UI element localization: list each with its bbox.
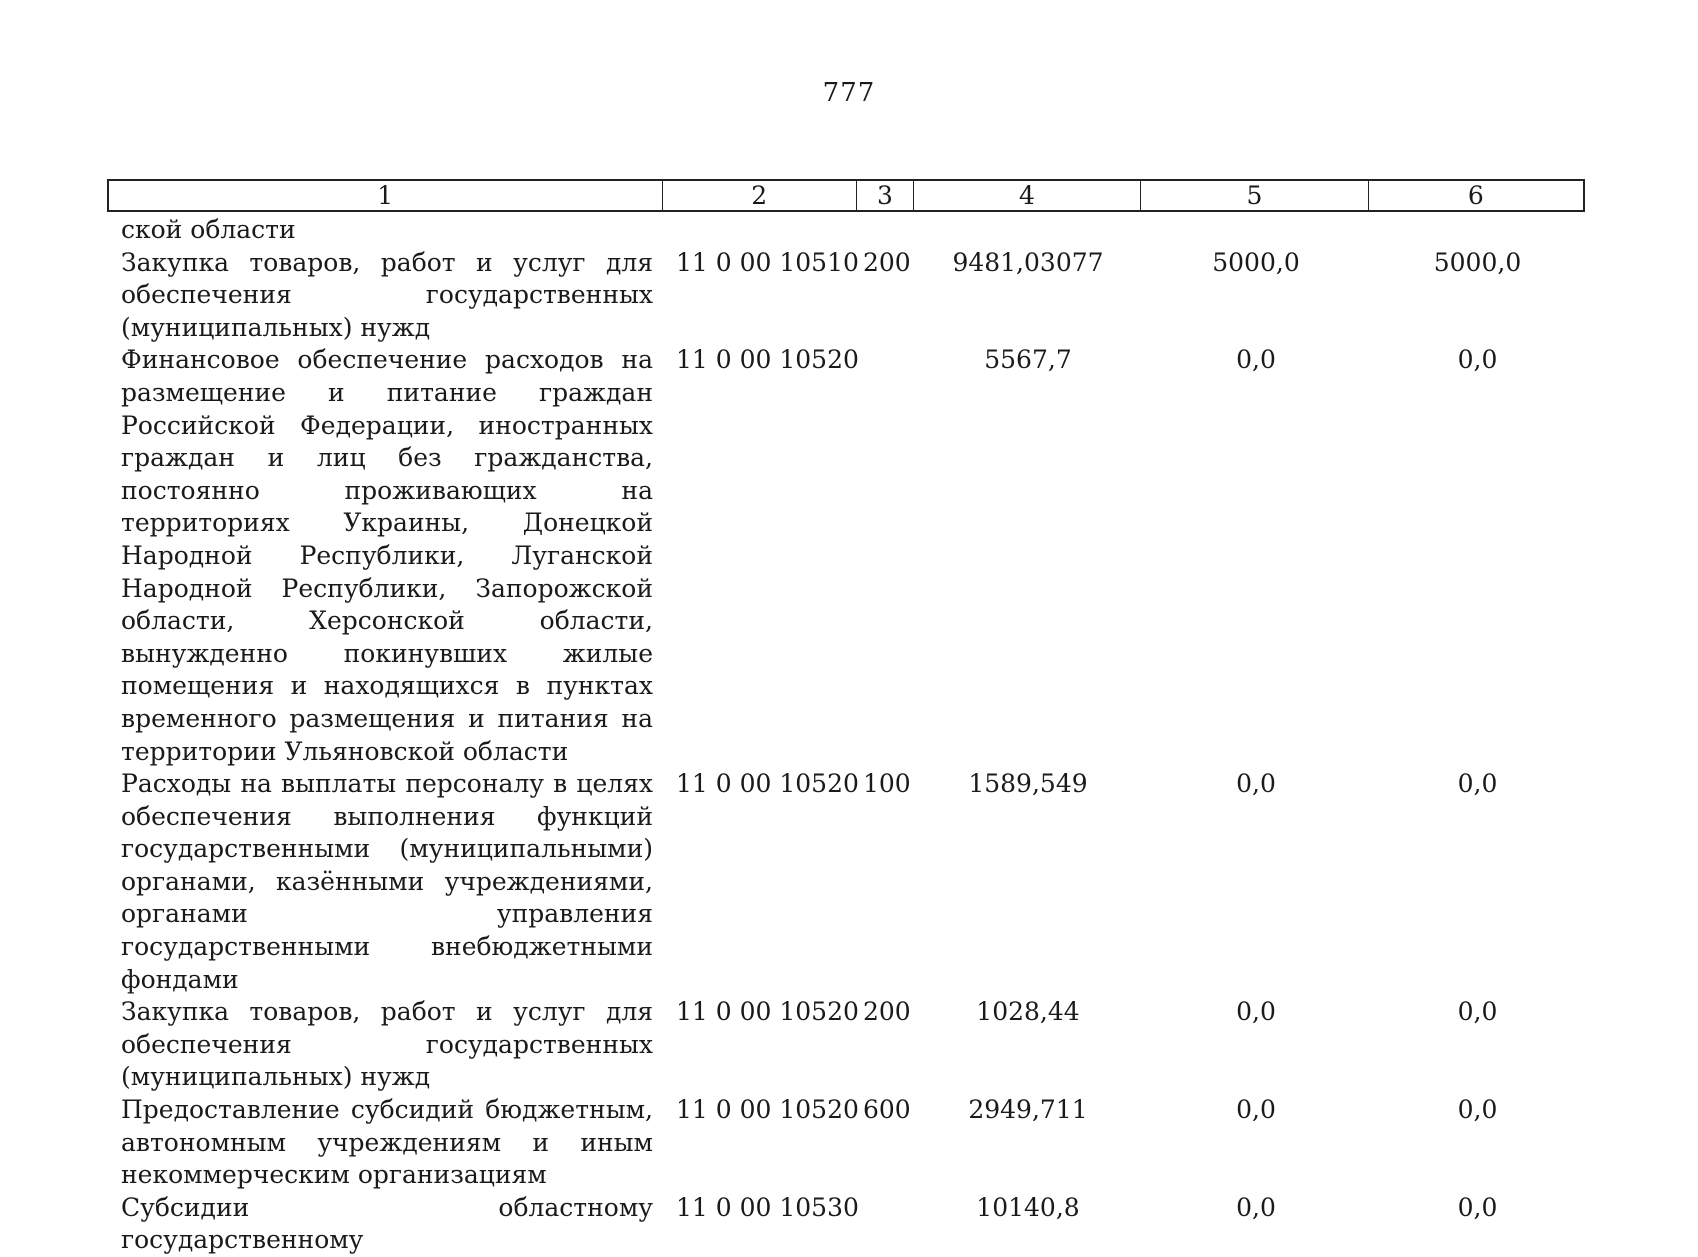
table-row: [107, 214, 1585, 247]
row-code: 11 0 00 10530: [676, 1192, 859, 1222]
row-value-col6: 0,0: [1457, 345, 1498, 375]
row-expense-type: 200: [863, 247, 911, 277]
row-value-col5: 5000,0: [1212, 247, 1300, 277]
row-code: 11 0 00 10520: [676, 769, 859, 799]
table-body: [107, 214, 1585, 1257]
table-row: [107, 1094, 1585, 1192]
table-row: [107, 768, 1585, 996]
row-value-col6: 0,0: [1457, 1192, 1498, 1222]
row-value-col5: 0,0: [1236, 769, 1276, 799]
row-value-col6: 0,0: [1457, 769, 1498, 799]
table-header: [107, 179, 1585, 212]
row-description: Закупка товаров, работ и услуг для обеспечения государственных (муниципальных) нужд: [121, 247, 653, 342]
row-value-col4: 1028,44: [976, 997, 1080, 1027]
row-description: Закупка товаров, работ и услуг для обеспечения государственных (муниципальных) нужд: [121, 997, 653, 1092]
page-number: 777: [822, 78, 876, 108]
header-col-4: 4: [914, 181, 1141, 210]
row-value-col6: 0,0: [1457, 997, 1498, 1027]
row-code: 11 0 00 10520: [676, 997, 859, 1027]
row-expense-type: 200: [863, 997, 911, 1027]
table-row: [107, 247, 1585, 345]
row-value-col5: 0,0: [1236, 1192, 1276, 1222]
row-value-col4: 5567,7: [984, 345, 1072, 375]
row-value-col6: 5000,0: [1433, 247, 1522, 277]
row-description: Предоставление субсидий бюджетным, автономным учреждениям и иным некоммерческим организациям: [121, 1095, 653, 1190]
row-value-col5: 0,0: [1236, 997, 1276, 1027]
header-col-6: 6: [1467, 181, 1484, 210]
row-description: Расходы на выплаты персоналу в целях обеспечения выполнения функций государственными (муниципальными) органами, казёнными учреждениями, органами управления государственными внебюджетными фондами: [121, 769, 653, 994]
header-col-3: 3: [857, 181, 914, 210]
row-description: Финансовое обеспечение расходов на размещение и питание граждан Российской Федерации, иностранных граждан и лиц без гражданства, постоянно проживающих на территориях Украины, Донецкой Народной Республики, Луганской Народной Республики, Запорожской области, Херсонской области, вынужденно покинувших жилые помещения и находящихся в пунктах временного размещения и питания на территории Ульяновской области: [121, 345, 653, 766]
row-description: ской области: [121, 215, 296, 244]
row-value-col4: 2949,711: [968, 1095, 1088, 1125]
table-row: [107, 344, 1585, 768]
row-code: 11 0 00 10510: [676, 247, 859, 277]
table-row: [107, 1192, 1585, 1257]
row-description: Субсидии областному государственному: [121, 1192, 653, 1255]
row-value-col5: 0,0: [1236, 1095, 1276, 1125]
row-expense-type: 600: [863, 1095, 911, 1125]
header-col-2: 2: [663, 181, 857, 210]
header-col-5: 5: [1141, 181, 1368, 210]
row-code: 11 0 00 10520: [676, 1095, 859, 1125]
row-value-col4: 9481,03077: [952, 247, 1104, 277]
table-row: [107, 996, 1585, 1094]
row-value-col4: 1589,549: [968, 769, 1088, 799]
row-value-col4: 10140,8: [976, 1192, 1080, 1222]
row-expense-type: 100: [863, 769, 911, 799]
header-col-1: 1: [109, 181, 663, 210]
row-value-col5: 0,0: [1236, 345, 1276, 375]
row-code: 11 0 00 10520: [676, 345, 859, 375]
row-value-col6: 0,0: [1457, 1095, 1498, 1125]
